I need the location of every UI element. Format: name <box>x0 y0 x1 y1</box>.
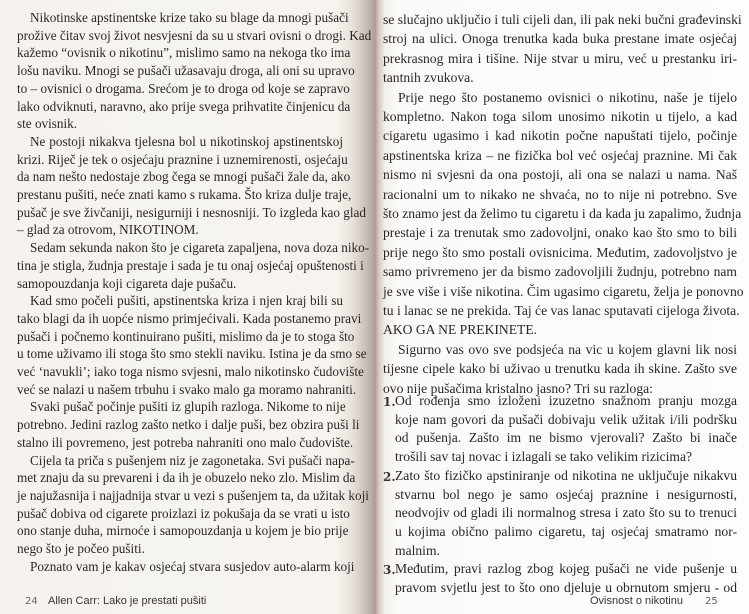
text-line: ono stanje duha, mirnoće i samopouzdanja u kojem je bio prije <box>17 523 349 539</box>
text-line: Ne postoji nikakva tjelesna bol u nikotinskoj apstinentskoj <box>30 133 343 149</box>
text-line: već ‘navukli’; iako toga nismo svjesni, malo nikotinsko čudovište <box>17 364 364 379</box>
list-number: 3. <box>383 563 396 578</box>
list-item-line: koje nam govori da pušači dobivaju velik užitak i/ili podršku <box>395 411 737 427</box>
text-line: tina je stigla, žudnja prestaje i sada je tu onaj osjećaj opuštenosti i <box>17 257 364 273</box>
right-page-number: 25 <box>705 596 718 607</box>
list-item-line: stvarnu bol nego je samo osjećaj praznine i nesigurnosti, <box>395 486 737 502</box>
list-item-line: Od rođenja smo izloženi izuzetno snažnom pranju mozga <box>395 393 737 408</box>
text-line: da nam nešto nedostaje zbog čega se mnogi pušači žale da, ako <box>17 169 351 185</box>
text-line: nismo ni svjesni da ona postoji, ali ona se nalazi u nama. Naš <box>383 167 737 183</box>
list-item-line: pravom svjetlu jest to što ono djeluje u obrnutom smjeru - od <box>395 580 737 595</box>
text-line: tantnih zvukova. <box>383 70 474 86</box>
text-line: pušači i počnemo kontinuirano pušiti, mislimo da je to stoga što <box>17 328 355 344</box>
text-line: pušač je sve živčaniji, nesigurniji i nesnosniji. To izgleda kao glad <box>17 204 366 220</box>
text-line: to – ovisnici o drogama. Srećom je to droga od koje se zapravo <box>17 80 350 96</box>
list-item-line: Zato što fizičko apstiniranje od nikotina ne uključuje nikakvu <box>395 467 737 483</box>
text-line: stroj na ulici. Onoga trenutka kada buka prestane imate osjećaj <box>383 31 737 47</box>
text-line: nego što je počeo pušiti. <box>17 541 145 556</box>
text-line: Nikotinske apstinentske krize tako su blage da mnogi pušači <box>30 10 349 25</box>
text-line: je sve više i više nikotina. Čim ugasimo cigaretu, želja je ponovno <box>383 283 744 299</box>
list-item-line: trošili sav taj novac i izlagali se tako velikim rizicima? <box>395 449 693 465</box>
text-line: Cijela ta priča s pušenjem niz je zagonetaka. Svi pušači napa- <box>30 452 355 468</box>
text-line: potrebno. Jedini razlog zašto netko i dalje puši, bez obzira puši li <box>17 417 360 433</box>
text-line: prestaje i za trenutak smo zadovoljni, onako kao što smo to bili <box>383 225 737 241</box>
text-line: Sedam sekunda nakon što je cigareta zapaljena, nova doza niko- <box>30 240 370 256</box>
text-line: već se nalazi u našem trbuhu i svako malo ga moramo nahraniti. <box>17 381 357 397</box>
text-line: što znamo jest da želimo tu cigaretu i da kada ju zapalimo, žudnja <box>383 206 742 221</box>
text-line: tako blagi da ih uopće nismo primjećivali. Kada postanemo pravi <box>17 310 362 326</box>
text-line: ovo nije pušačima kristalno jasno? Tri su razloga: <box>383 380 653 396</box>
list-item-line: neodvojiv od gladi ili normalnog stresa i zato što su to trenuci <box>395 505 737 521</box>
list-number: 2. <box>383 469 396 484</box>
text-line: kompletno. Nakon toga silom unosimo nikotin u tijelo, a kad <box>383 109 737 124</box>
left-page-number: 24 <box>25 596 38 607</box>
text-line: prekrasnog mira i tišine. Nije stvar u miru, već u prestanku iri- <box>383 50 737 66</box>
text-line: cigaretu ugasimo i kad nikotin počne napuštati tijelo, počinje <box>383 128 737 144</box>
list-item-line: u kojima obično palimo cigaretu, taj osjećaj smatramo nor- <box>395 523 737 539</box>
text-line: samopouzdanja koji cigareta daje pušaču. <box>17 275 237 291</box>
text-line: Kad smo počeli pušiti, apstinentska kriza i njen kraj bili su <box>30 293 343 309</box>
text-line: Poznato vam je kakav osjećaj stvara susjedov auto-alarm koji <box>30 558 355 574</box>
text-line: stalno ili povremeno, jest potreba nahraniti ono malo čudovište. <box>17 434 354 450</box>
text-line: Prije nego što postanemo ovisnici o nikotinu, naše je tijelo <box>398 89 737 105</box>
text-line: pušač dobiva od cigarete proizlazi iz pokušaja da se vrati u isto <box>17 505 350 521</box>
text-line: lako odviknuti, naravno, ako prije svega prihvatite činjenicu da <box>17 98 351 114</box>
text-line: samo privremeno jer da bismo zadovoljili žudnju, potrebno nam <box>383 264 737 280</box>
text-line: kažemo “ovisnik o nikotinu”, mislimo samo na nekoga tko ima <box>17 45 351 61</box>
text-line: – glad za otrovom, NIKOTINOM. <box>17 222 199 238</box>
right-page <box>375 0 749 614</box>
text-line: se slučajno uključio i tuli cijeli dan, ili pak neki bučni građevinski <box>383 12 742 27</box>
text-line: tu i lanac se ne prekida. Taj će vas lanac sputavati cijeloga života. <box>383 303 740 318</box>
text-line: racionalni um to nikako ne shvaća, no to nije ni potrebno. Sve <box>383 186 737 202</box>
text-line: ste ovisnik. <box>17 116 78 132</box>
right-running-title: Ovisnost o nikotinu <box>590 595 683 607</box>
text-line: prije nego što smo postali ovisnicima. Međutim, zadovoljstvo je <box>383 244 737 260</box>
text-line: tijesne cipele kako bi uživao u trenutku kada ih skine. Zašto sve <box>383 361 737 377</box>
text-line: AKO GA NE PREKINETE. <box>383 322 538 338</box>
text-line: prožive čitav svoj život nesvjesni da su u stvari ovisni o drogi. Kad <box>17 27 372 43</box>
text-line: je najužasnija i najjadnija stvar u vezi s pušenjem ta, da užitak koji <box>17 487 369 503</box>
list-number: 1. <box>383 395 396 409</box>
text-line: Svaki pušač počinje pušiti iz glupih razloga. Nikome to nije <box>30 399 346 415</box>
list-item-line: malnim. <box>395 542 440 558</box>
text-line: krizi. Riječ je tek o osjećaju praznine i uznemirenosti, osjećaju <box>17 151 348 167</box>
list-item-line: od pušenja. Zašto im ne bismo vjerovali? Zašto bi inače <box>395 430 737 446</box>
text-line: u tome uživamo ili stoga što smo stekli naviku. Istina je da smo se <box>17 346 367 362</box>
text-line: prestanu pušiti, neće znati kamo s rukama. Što kriza dulje traje, <box>17 187 352 202</box>
list-item-line: Međutim, pravi razlog zbog kojeg pušači ne vide pušenje u <box>395 561 737 577</box>
text-line: met znaju da su prevareni i da ih je obuzelo neko zlo. Mislim da <box>17 470 356 486</box>
text-line: apstinentska kriza – ne fizička bol već osjećaj praznine. Mi čak <box>383 147 737 163</box>
text-line: lošu naviku. Mnogi se pušači užasavaju droga, ali oni su upravo <box>17 63 355 79</box>
left-running-title: Allen Carr: Lako je prestati pušiti <box>48 595 207 607</box>
text-line: Sigurno vas ovo sve podsjeća na vic u kojem glavni lik nosi <box>398 341 737 357</box>
